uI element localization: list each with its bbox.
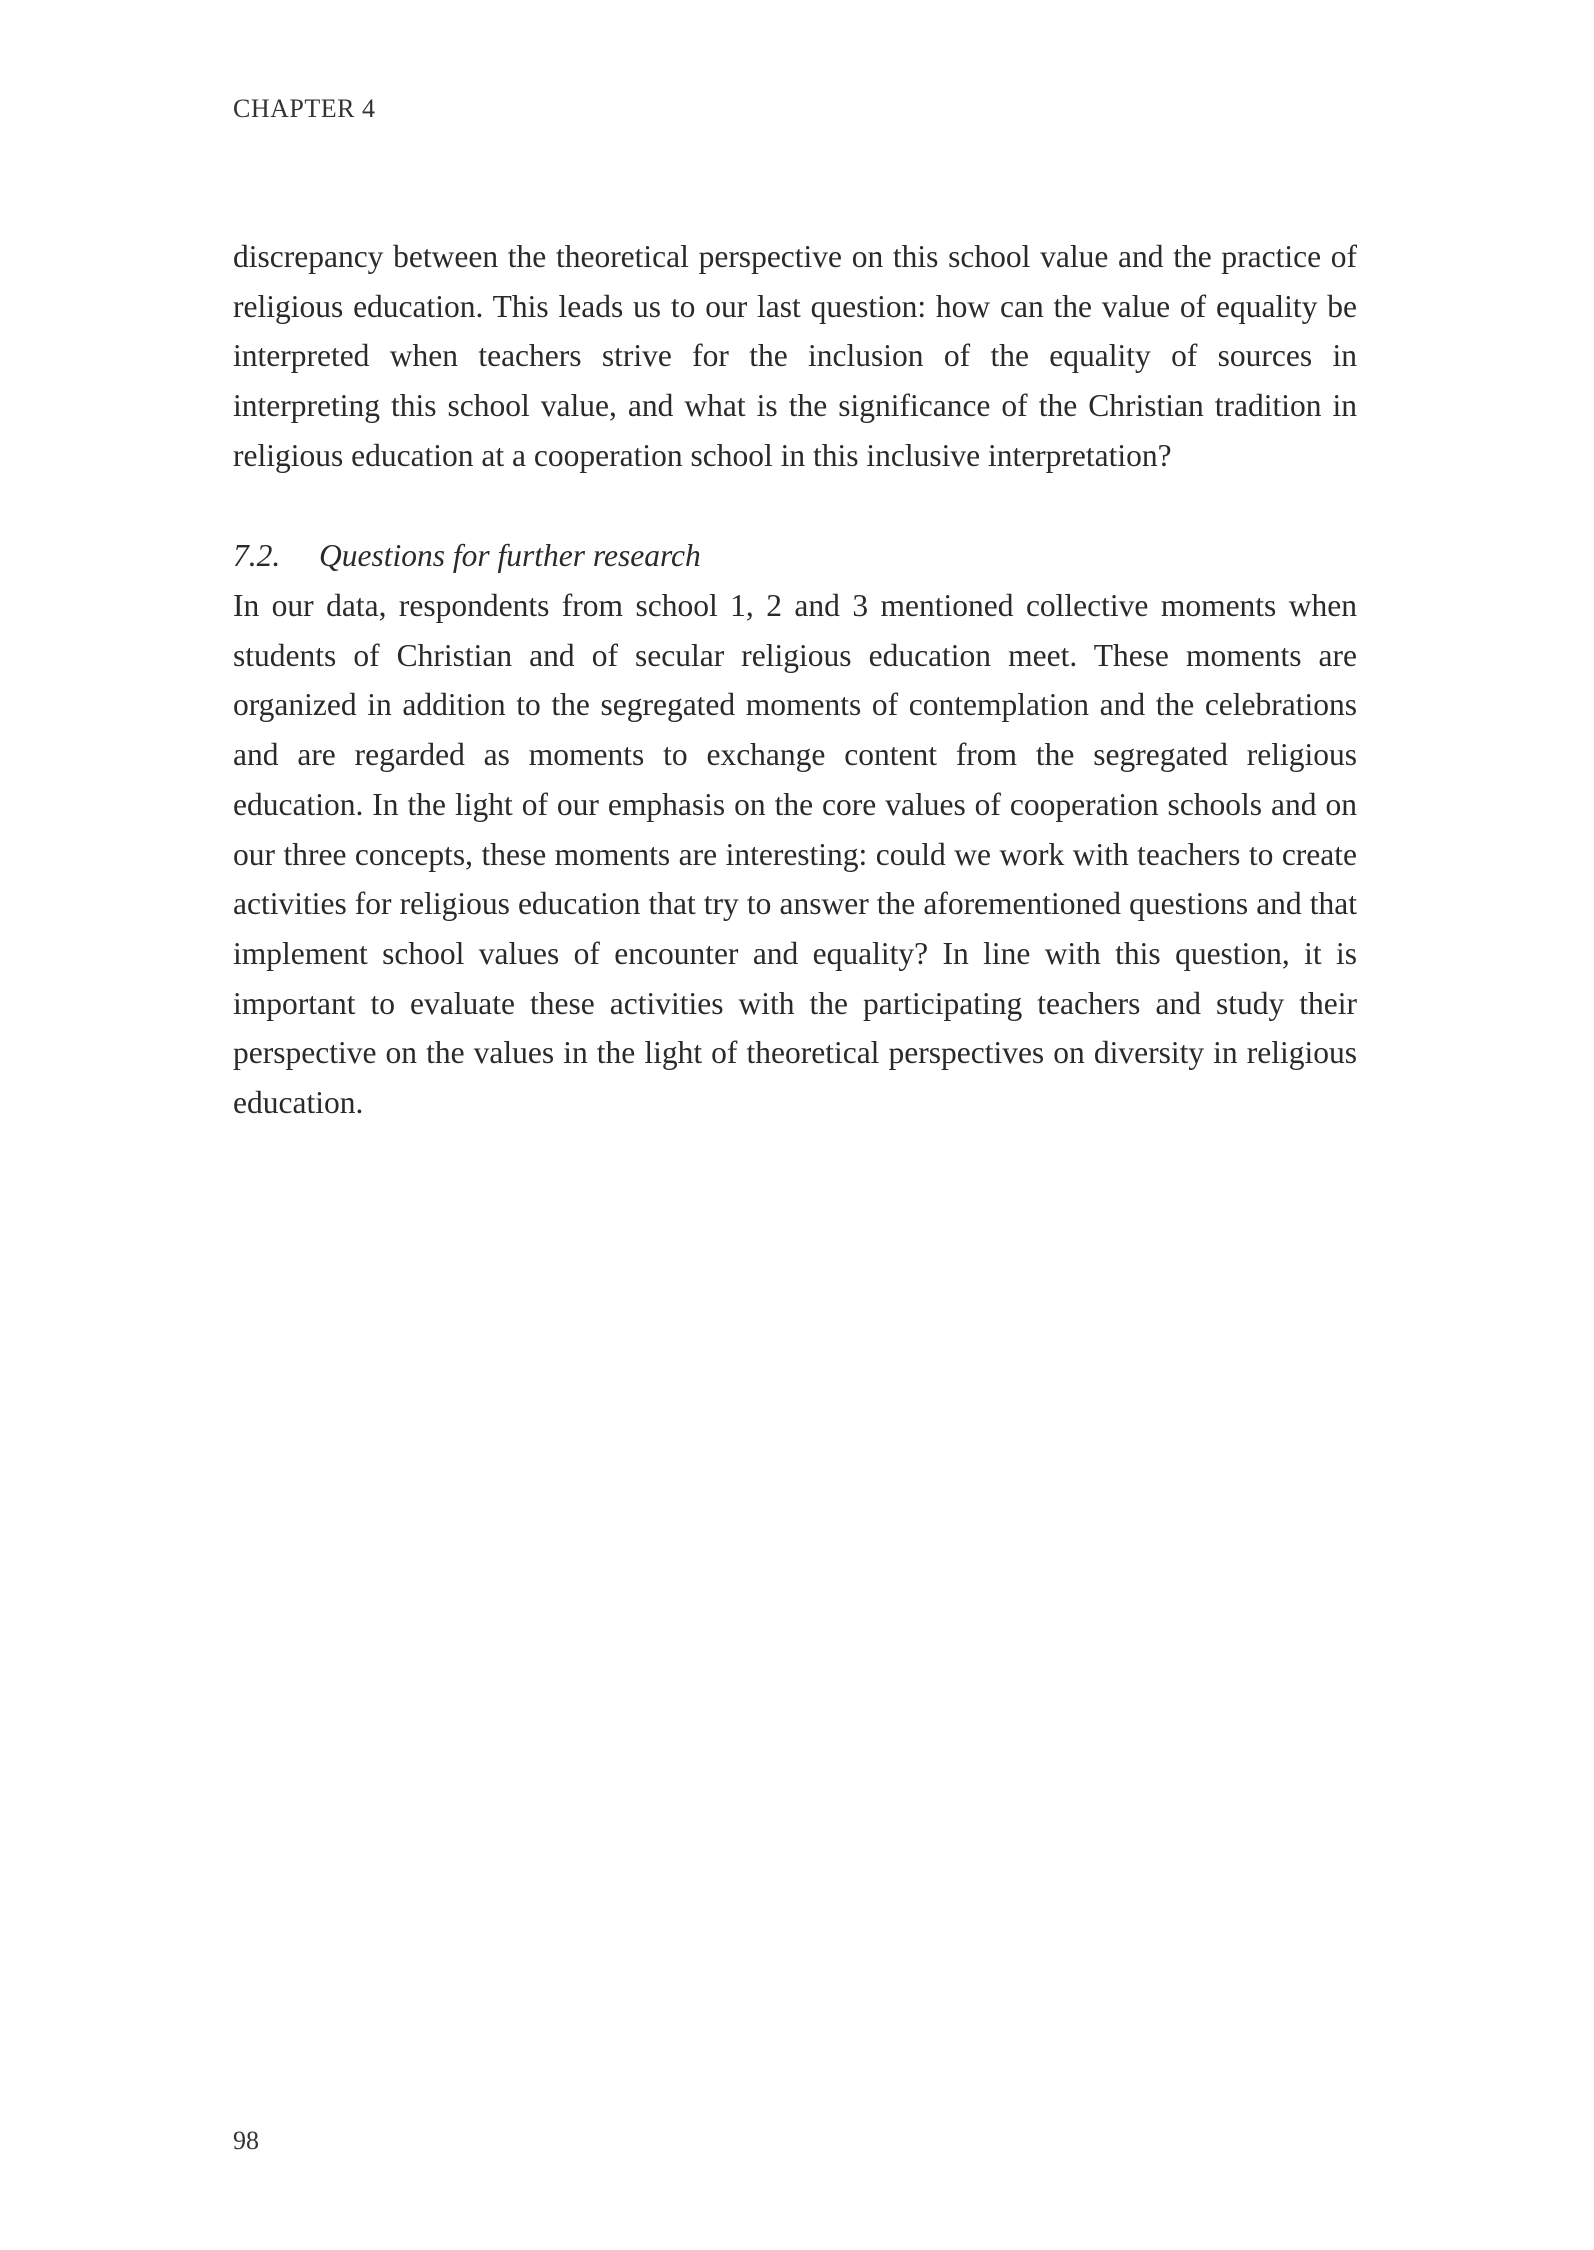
section-heading <box>233 531 1357 581</box>
intro-paragraph: discrepancy between the theoretical perspective on this school value and the practice of religious education. This leads us to our last question: how can the value of equality be interpreted when teachers strive for the inclusion of the equality of sources in interpreting this school value, and what is the significance of the Christian tradition in religious education at a cooperation school in this inclusive interpretation? <box>233 239 1357 473</box>
section-title: Questions for further research <box>319 538 701 573</box>
section-body <box>233 581 1357 1128</box>
section-number: 7.2. <box>233 538 281 573</box>
intro-text-block <box>233 232 1357 481</box>
section-paragraph: In our data, respondents from school 1, 2 and 3 mentioned collective moments when students of Christian and of secular religious education meet. These moments are organized in addition to the segregated moments of contemplation and the celebrations and are regarded as moments to exchange content from the segregated religious education. In the light of our emphasis on the core values of cooperation schools and on our three concepts, these moments are interesting: could we work with teachers to create activities for religious education that try to answer the aforementioned questions and that implement school values of encounter and equality? In line with this question, it is important to evaluate these activities with the participating teachers and study their perspective on the values in the light of theoretical perspectives on diversity in religious education. <box>233 588 1357 1121</box>
running-head: CHAPTER 4 <box>233 94 376 123</box>
page-number: 98 <box>233 2126 259 2155</box>
